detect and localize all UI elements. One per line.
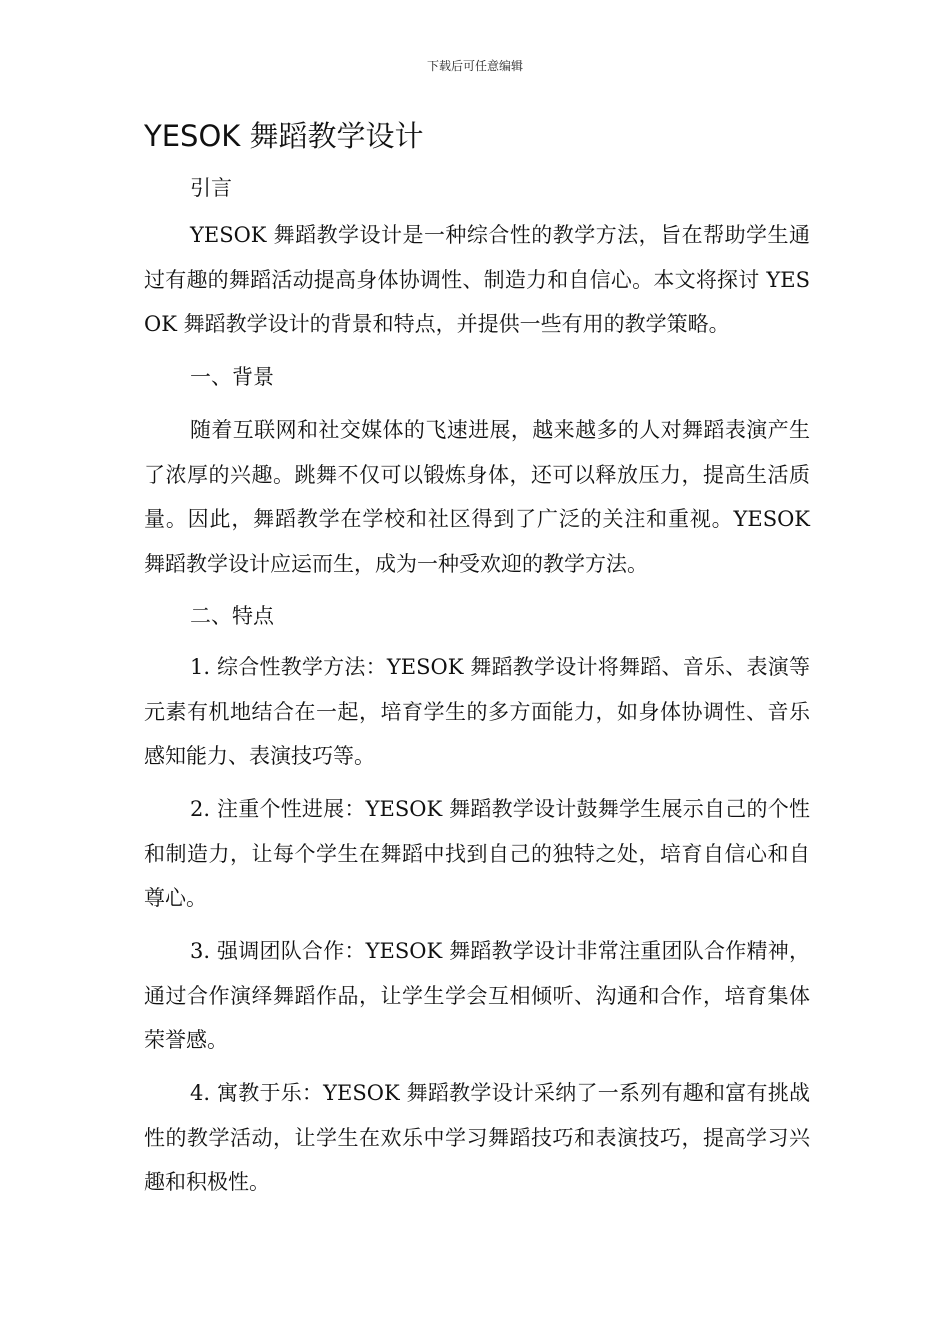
background-heading: 一、背景 — [190, 365, 274, 389]
intro-heading: 引言 — [190, 176, 232, 200]
background-paragraph: 随着互联网和社交媒体的飞速进展，越来越多的人对舞蹈表演产生了浓厚的兴趣。跳舞不仅可以锻炼身体，还可以释放压力，提高生活质量。因此，舞蹈教学在学校和社区得到了广泛的关注和重视。YESOK 舞蹈教学设计应运而生，成为一种受欢迎的教学方法。 — [144, 418, 810, 576]
feature-item-3: 3. 强调团队合作：YESOK 舞蹈教学设计非常注重团队合作精神，通过合作演绎舞蹈作品，让学生学会互相倾听、沟通和合作，培育集体荣誉感。 — [144, 939, 810, 1052]
header-note: 下载后可任意编辑 — [426, 59, 523, 73]
feature-item-1: 1. 综合性教学方法：YESOK 舞蹈教学设计将舞蹈、音乐、表演等元素有机地结合在一起，培育学生的多方面能力，如身体协调性、音乐感知能力、表演技巧等。 — [144, 655, 810, 768]
feature-item-4: 4. 寓教于乐：YESOK 舞蹈教学设计采纳了一系列有趣和富有挑战性的教学活动，让学生在欢乐中学习舞蹈技巧和表演技巧，提高学习兴趣和积极性。 — [144, 1081, 810, 1194]
intro-paragraph: YESOK 舞蹈教学设计是一种综合性的教学方法，旨在帮助学生通过有趣的舞蹈活动提高身体协调性、制造力和自信心。本文将探讨 YESOK 舞蹈教学设计的背景和特点，并提供一些有用的教学策略。 — [144, 223, 810, 336]
features-heading: 二、特点 — [190, 604, 274, 628]
feature-item-2: 2. 注重个性进展：YESOK 舞蹈教学设计鼓舞学生展示自己的个性和制造力，让每个学生在舞蹈中找到自己的独特之处，培育自信心和自尊心。 — [144, 797, 810, 910]
document-title: YESOK 舞蹈教学设计 — [144, 119, 424, 153]
